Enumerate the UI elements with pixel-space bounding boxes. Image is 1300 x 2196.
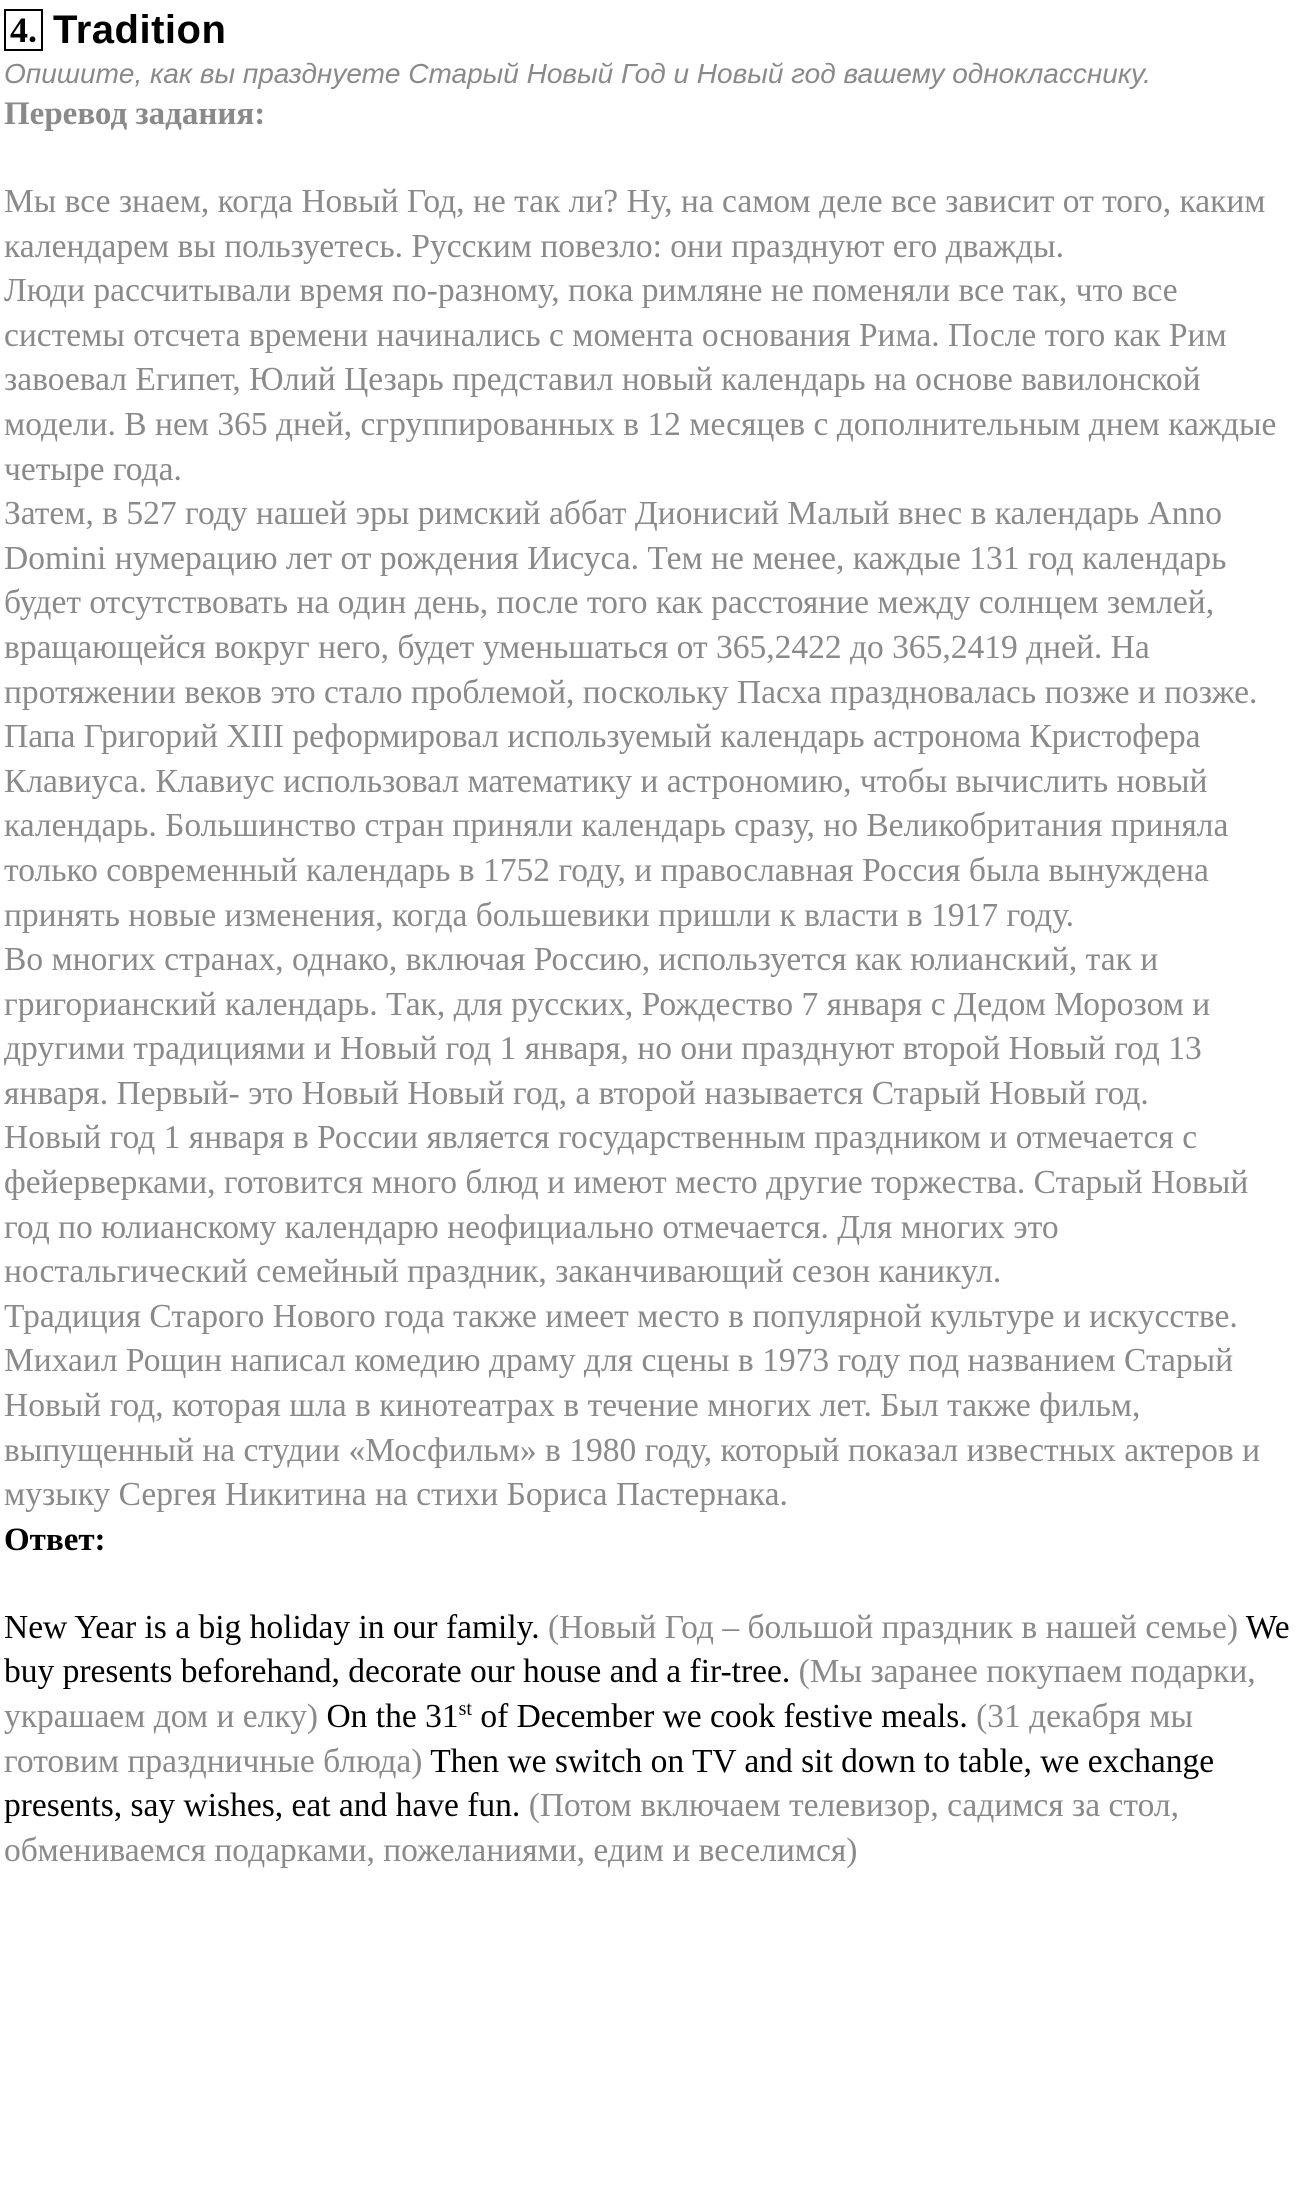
translation-paragraph-2: Люди рассчитывали время по-разному, пока римляне не поменяли все так, что все системы отсчета времени начинались с момента основания Рима. После того как Рим завоевал Египет, Юлий Цезарь представил новый календарь на основе вавилонской модели. В нем 365 дней, сгруппированных в 12 месяцев с дополнительным днем каждые четыре года. — [4, 272, 1277, 488]
answer-translation-ru: (Потом включаем телевизор, садимся за стол, обмениваемся подарками, пожеланиями, едим и веселимся) — [4, 1787, 1179, 1869]
answer-sentence-en: New Year is a big holiday in our family. — [4, 1608, 540, 1646]
translation-paragraph-4: Папа Григорий XIII реформировал используемый календарь астронома Кристофера Клавиуса. Клавиус использовал математику и астрономию, чтобы вычислить новый календарь. Большинство стран приняли календарь сразу, но Великобритания приняла только современный календарь в 1752 году, и православная Россия была вынуждена принять новые изменения, когда большевики пришли к власти в 1917 году. — [4, 718, 1229, 934]
answer-sentence-en — [326, 1698, 967, 1735]
answer-sentence-rest: of December we cook festive meals. — [480, 1698, 968, 1735]
translation-paragraph-6: Новый год 1 января в России является государственным праздником и отмечается с фейерверками, готовится много блюд и имеют место другие торжества. Старый Новый год по юлианскому календарю неофициально отмечается. Для многих это ностальгический семейный праздник, заканчивающий сезон каникул. — [4, 1119, 1249, 1291]
answer-sentence-en: Then we switch on TV and sit down to table, we exchange presents, say wishes, eat and have fun. — [4, 1742, 1215, 1825]
answer-translation-ru: (Мы заранее покупаем подарки, украшаем дом и елку) — [4, 1653, 1256, 1735]
translation-paragraph-5: Во многих странах, однако, включая Россию, используется как юлианский, так и григорианский календарь. Так, для русских, Рождество 7 января с Дедом Морозом и другими традициями и Новый год 1 января, но они празднуют второй Новый год 13 января. Первый- это Новый Новый год, а второй называется Старый Новый год. — [4, 941, 1211, 1112]
translation-paragraph-1: Мы все знаем, когда Новый Год, не так ли? Ну, на самом деле все зависит от того, каким календарем вы пользуетесь. Русским повезло: они празднуют его дважды. — [4, 183, 1266, 265]
task-number-box: 4. — [4, 9, 43, 51]
ordinal-suffix: st — [458, 1697, 472, 1720]
answer-sentence-en: We buy presents beforehand, decorate our house and a fir-tree. — [4, 1608, 1290, 1691]
blank-line — [4, 136, 1294, 180]
answer-date-text: On the 31 — [326, 1698, 459, 1735]
translation-paragraph-3: Затем, в 527 году нашей эры римский аббат Дионисий Малый внес в календарь Anno Domini нумерацию лет от рождения Иисуса. Тем не менее, каждые 131 год календарь будет отсутствовать на один день, после того как расстояние между солнцем землей, вращающейся вокруг него, будет уменьшаться от 365,2422 до 365,2419 дней. На протяжении веков это стало проблемой, поскольку Пасха праздновалась позже и позже. — [4, 495, 1258, 711]
blank-line — [4, 1562, 1294, 1606]
task-title: Tradition — [53, 7, 227, 52]
task-header — [4, 4, 1294, 56]
answer-translation-ru: (31 декабря мы готовим праздничные блюда) — [4, 1698, 1193, 1780]
answer-translation-ru: (Новый Год – большой праздник в нашей семье) — [547, 1608, 1238, 1646]
answer-paragraph — [4, 1606, 1294, 1874]
translation-label: Перевод задания: — [4, 96, 266, 132]
translation-paragraph-7: Традиция Старого Нового года также имеет место в популярной культуре и искусстве. Михаил Рощин написал комедию драму для сцены в 1973 году под названием Старый Новый год, которая шла в кинотеатрах в течение многих лет. Был также фильм, выпущенный на студии «Мосфильм» в 1980 году, который показал известных актеров и музыку Сергея Никитина на стихи Бориса Пастернака. — [4, 1297, 1261, 1514]
document-page — [4, 0, 1294, 1873]
answer-label: Ответ: — [4, 1521, 106, 1558]
task-instruction: Опишите, как вы празднуете Старый Новый Год и Новый год вашему однокласснику. — [4, 58, 1151, 89]
